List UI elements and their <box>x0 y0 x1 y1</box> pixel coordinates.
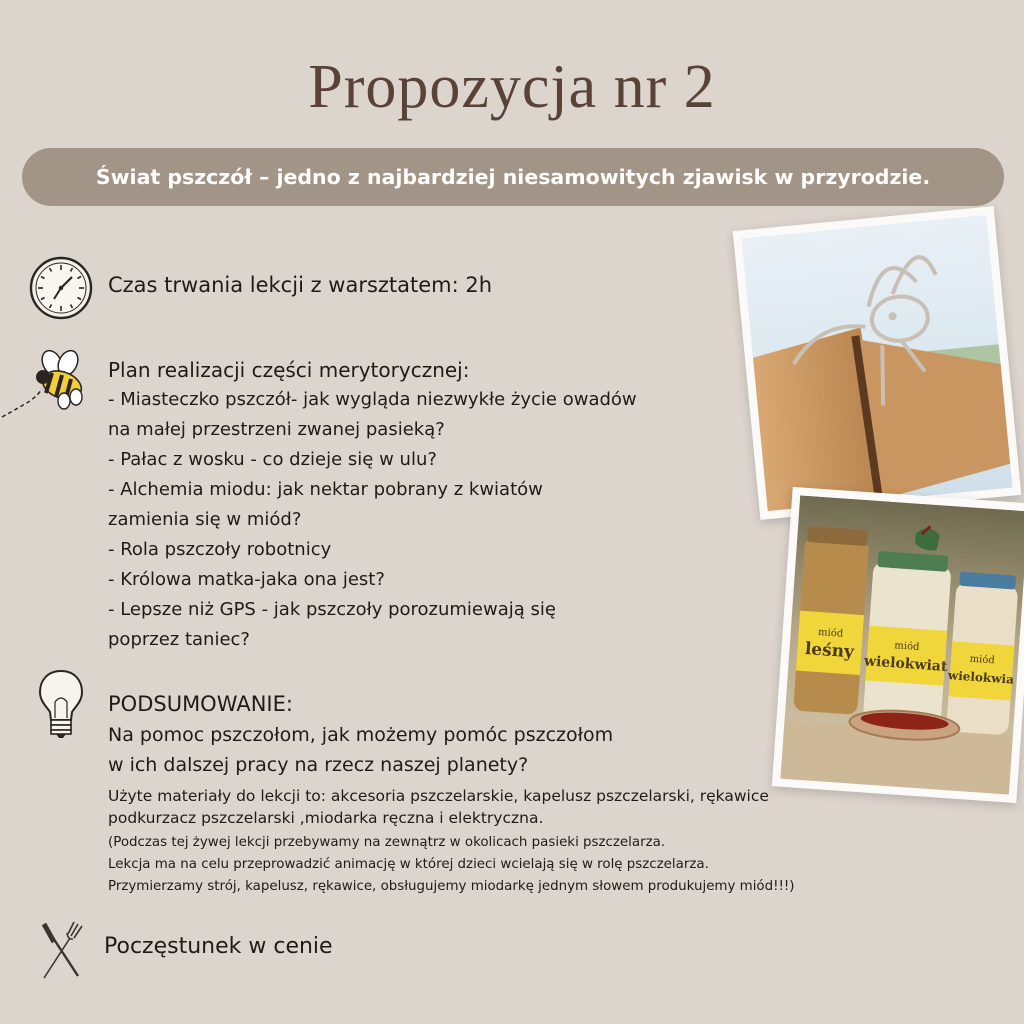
subtitle-text: Świat pszczół – jedno z najbardziej niesamowitych zjawisk w przyrodzie. <box>95 165 931 189</box>
jar-label-small: miód <box>969 653 996 667</box>
subtitle-banner <box>22 148 1004 206</box>
plan-item: - Królowa matka-jaka ona jest? <box>108 569 385 590</box>
plan-item: - Miasteczko pszczół- jak wygląda niezwykłe życie owadów na małej przestrzeni zwanej pasieką? <box>108 389 637 440</box>
treat-included: Poczęstunek w cenie <box>104 934 333 959</box>
summary-heading: PODSUMOWANIE: <box>108 692 293 716</box>
plan-item: - Rola pszczoły robotnicy <box>108 539 332 560</box>
lesson-duration: Czas trwania lekcji z warsztatem: 2h <box>108 273 493 297</box>
plan-item: - Alchemia miodu: jak nektar pobrany z kwiatów zamienia się w miód? <box>108 479 543 530</box>
plan-item: - Lepsze niż GPS - jak pszczoły porozumiewają się poprzez taniec? <box>108 599 556 650</box>
jar-label-big: leśny <box>804 639 855 663</box>
lesson-note: (Podczas tej żywej lekcji przebywamy na zewnątrz w okolicach pasieki pszczelarza. Lekcja ma na celu przeprowadzić animację w której dzieci wcielają się w rolę pszczelarza. Przymierzamy strój, kapelusz, rękawice, obsługujemy miodarkę jednym słowem produkujemy miód!!!) <box>108 835 795 894</box>
jar-label-big: wielokwia <box>947 668 1015 687</box>
page-title: Propozycja nr 2 <box>308 53 716 121</box>
jar-label-big: wielokwiat <box>863 653 948 676</box>
plan-item: - Pałac z wosku - co dzieje się w ulu? <box>108 449 437 470</box>
bee-icon <box>0 345 100 429</box>
jar-label-small: miód <box>817 626 844 640</box>
bee-sculpture-photo <box>733 206 1022 520</box>
lightbulb-icon <box>36 668 86 744</box>
plan-heading: Plan realizacji części merytorycznej: <box>108 358 470 382</box>
plan-section <box>108 355 748 655</box>
materials-text: Użyte materiały do lekcji to: akcesoria pszczelarskie, kapelusz pszczelarski, rękawice podkurzacz pszczelarski ,miodarka ręczna i elektryczna. <box>108 787 769 827</box>
jar-label-small: miód <box>893 640 920 654</box>
fork-knife-icon <box>38 920 84 984</box>
summary-question: Na pomoc pszczołom, jak możemy pomóc pszczołom w ich dalszej pracy na rzecz naszej planety? <box>108 724 614 776</box>
honey-jars-photo <box>772 487 1024 803</box>
clock-icon <box>28 255 94 325</box>
